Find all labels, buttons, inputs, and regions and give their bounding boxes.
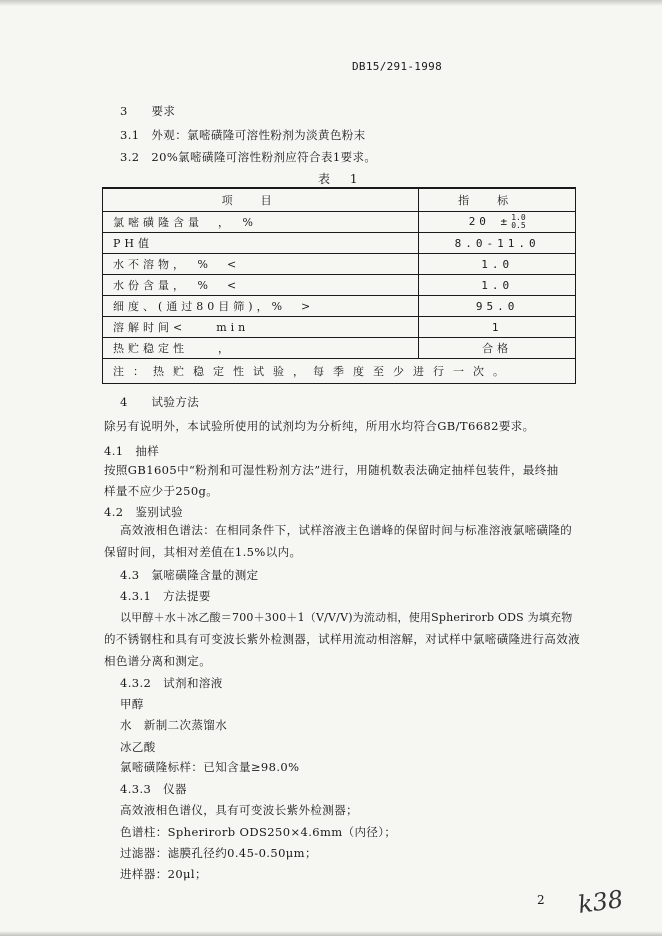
page-number: 2 [537,893,545,907]
section-3-heading: 3 要求 [120,104,176,118]
instrument-filter: 过滤器：滤膜孔径约0.45-0.50μm； [120,846,317,860]
scan-edge-top [0,0,662,6]
row-item: 水份含量， % < [103,275,419,296]
table-row [103,212,576,233]
row-value [419,212,576,233]
table-row [103,233,576,254]
tolerance-plus: 1.0 [511,213,526,222]
section-4-3-1-title: 4.3.1 方法提要 [120,589,211,603]
section-4-3-title: 4.3 氯嘧磺隆含量的测定 [120,568,259,582]
row-value: 8.0-11.0 [419,233,576,254]
reagent-methanol: 甲醇 [120,697,144,711]
instrument-injector: 进样器：20μl； [120,867,207,881]
row-item: 水不溶物， % < [103,254,419,275]
table-note-row [103,359,576,384]
reagent-water: 水 新制二次蒸馏水 [120,718,228,732]
table-row [103,254,576,275]
row-value: 1.0 [419,275,576,296]
table-note: 注：热贮稳定性试验，每季度至少进行一次。 [103,359,576,384]
row-value: 1.0 [419,254,576,275]
section-4-2-line2: 保留时间，其相对差值在1.5%以内。 [104,545,302,559]
section-4-3-2-title: 4.3.2 试剂和溶液 [120,676,223,690]
row-item: 溶解时间< min [103,317,419,338]
section-3-1: 3.1 外观：氯嘧磺隆可溶性粉剂为淡黄色粉末 [120,128,366,142]
table-caption: 表 1 [318,172,366,186]
section-4-1-line2: 样量不应少于250g。 [104,484,219,498]
spec-table [102,187,576,384]
row-item: 氯嘧磺隆含量 ， % [103,212,419,233]
section-4-1-title: 4.1 抽样 [104,444,160,458]
section-4-1-line1: 按照GB1605中“粉剂和可湿性粉剂方法”进行，用随机数表法确定抽样包装件，最终抽 [104,463,559,477]
table-header-row [103,188,576,212]
row-value-text: 20 ± [468,215,512,228]
header-index: 指标 [419,188,576,212]
row-item: 热贮稳定性 ， [103,338,419,359]
table-row [103,296,576,317]
section-4-2-title: 4.2 鉴别试验 [104,505,183,519]
section-4-3-1-line2: 的不锈钢柱和具有可变波长紫外检测器，试样用流动相溶解，对试样中氯嘧磺隆进行高效液 [104,632,580,646]
document-number: DB15/291-1998 [352,60,442,73]
row-value: 95.0 [419,296,576,317]
table-row [103,317,576,338]
section-4-2-line1: 高效液相色谱法：在相同条件下，试样溶液主色谱峰的保留时间与标准溶液氯嘧磺隆的 [120,523,573,537]
row-item: PH值 [103,233,419,254]
table-row [103,338,576,359]
row-value: 合格 [419,338,576,359]
section-4-intro: 除另有说明外，本试验所使用的试剂均为分析纯，所用水均符合GB/T6682要求。 [104,419,535,433]
section-4-3-1-line3: 相色谱分离和测定。 [104,654,212,668]
reagent-acetic-acid: 冰乙酸 [120,740,156,754]
instrument-hplc: 高效液相色谱仪，具有可变波长紫外检测器； [120,803,358,817]
tolerance-minus: 0.5 [511,221,526,230]
table-row [103,275,576,296]
row-value: 1 [419,317,576,338]
header-item: 项目 [103,188,419,212]
handwritten-note: k38 [576,884,625,920]
section-3-2: 3.2 20%氯嘧磺隆可溶性粉剂应符合表1要求。 [120,150,377,164]
section-4-heading: 4 试验方法 [120,395,200,409]
instrument-column: 色谱柱：Spherirorb ODS250×4.6mm（内径）； [120,825,397,839]
scan-edge-bottom [0,931,662,936]
row-item: 细度、(通过80目筛)，% > [103,296,419,317]
section-4-3-1-line1: 以甲醇＋水＋冰乙酸＝700＋300＋1（V/V/V)为流动相，使用Spherirorb ODS 为填充物 [120,611,573,624]
reagent-standard: 氯嘧磺隆标样：已知含量≥98.0% [120,760,300,774]
section-4-3-3-title: 4.3.3 仪器 [120,782,187,796]
